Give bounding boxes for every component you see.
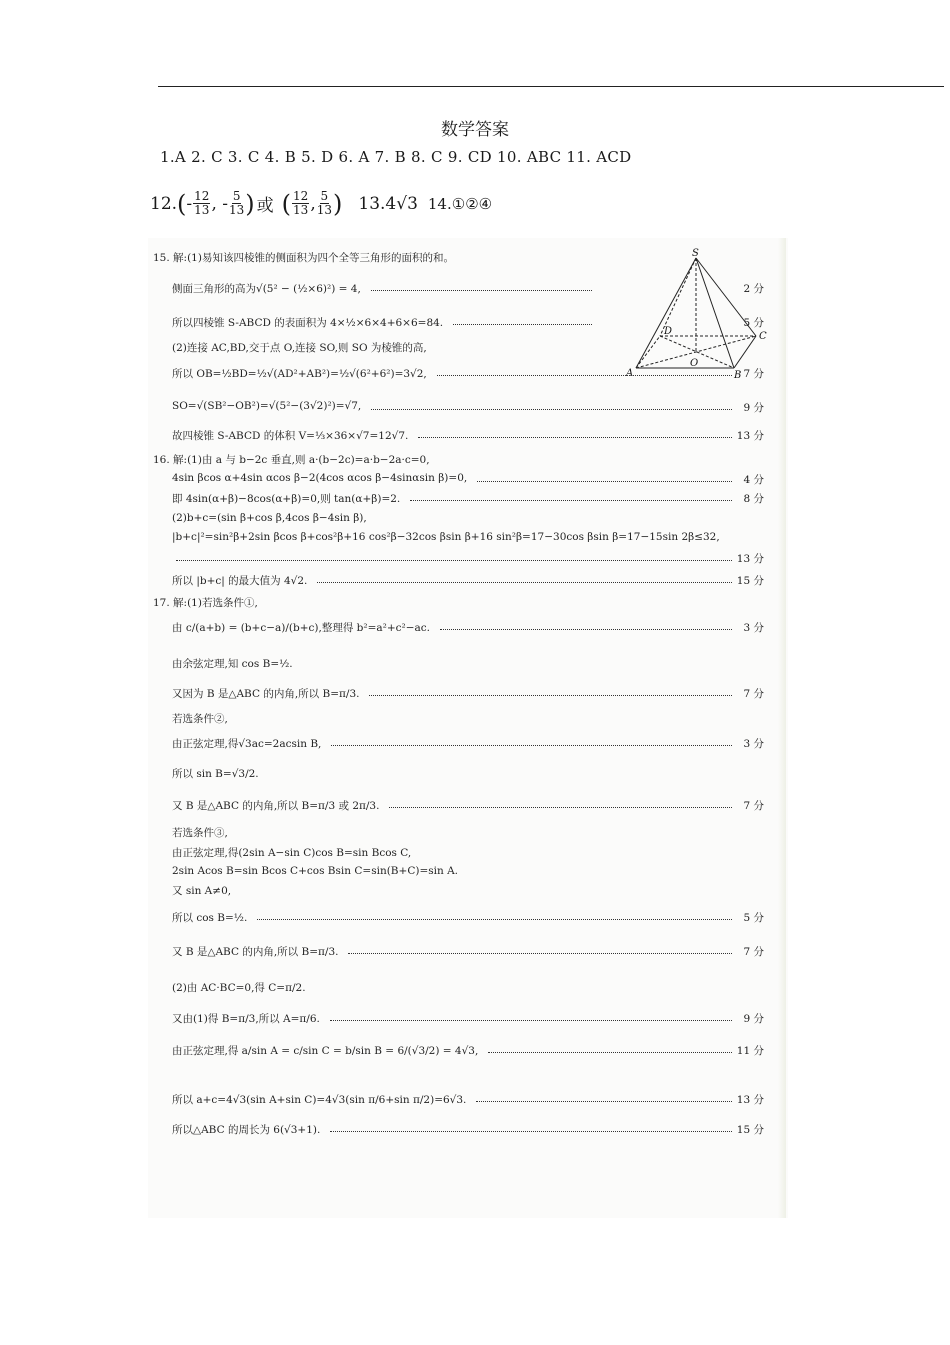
pyramid-figure	[626, 246, 774, 382]
top-rule	[158, 86, 944, 87]
solution-line: 由余弦定理,知 cos B=½.	[172, 658, 293, 670]
label-b: B	[734, 370, 742, 381]
solution-line: 所以四棱锥 S-ABCD 的表面积为 4×½×6×4+6×6=84.	[172, 317, 444, 329]
q14-answer: 14.①②④	[427, 194, 493, 213]
solution-line: 所以 |b+c| 的最大值为 4√2.	[172, 575, 308, 587]
score-label: 5 分	[743, 912, 764, 924]
leader-dots	[410, 499, 732, 501]
label-d: D	[664, 326, 673, 337]
solution-line: 又因为 B 是△ABC 的内角,所以 B=π/3.	[172, 688, 360, 700]
solution-line: 所以 a+c=4√3(sin A+sin C)=4√3(sin π/6+sin π/2)=6√3.	[172, 1094, 467, 1106]
fill-blank-answers: 12. ( - $\frac{12}{13}$ , - $\frac{5}{13}$ ) 或 ( $\frac{12}{13}$ , $\frac{5}{13}$ ) 13.4√3 14.①②④	[150, 189, 493, 218]
multiple-choice-answers: 1.A 2. C 3. C 4. B 5. D 6. A 7. B 8. C 9. CD 10. ABC 11. ACD	[160, 148, 632, 166]
leader-dots	[331, 744, 732, 746]
score-label: 4 分	[743, 474, 764, 486]
solution-line: 由正弦定理,得√3ac=2acsin B,	[172, 738, 322, 750]
fraction: $\frac{5}{13}$	[229, 189, 245, 217]
solution-line: 即 4sin(α+β)−8cos(α+β)=0,则 tan(α+β)=2.	[172, 493, 401, 505]
leader-dots	[257, 918, 732, 920]
leader-dots	[176, 559, 732, 561]
q13-answer: 13.4√3	[358, 193, 418, 214]
solution-line: 故四棱锥 S-ABCD 的体积 V=⅓×36×√7=12√7.	[172, 430, 409, 442]
solution-line: 又由(1)得 B=π/3,所以 A=π/6.	[172, 1013, 320, 1025]
label-a: A	[626, 368, 634, 379]
score-label: 7 分	[743, 800, 764, 812]
leader-dots	[437, 374, 732, 376]
solution-line: 所以 OB=½BD=½√(AD²+AB²)=½√(6²+6²)=3√2,	[172, 368, 427, 380]
fraction: $\frac{12}{13}$	[293, 189, 309, 217]
fraction: $\frac{12}{13}$	[194, 189, 210, 217]
leader-dots	[440, 628, 732, 630]
solution-line: (2)b+c=(sin β+cos β,4cos β−4sin β),	[172, 512, 367, 524]
score-label: 3 分	[743, 622, 764, 634]
label-s: S	[692, 248, 699, 259]
leader-dots	[371, 408, 732, 410]
solution-line: (2)连接 AC,BD,交于点 O,连接 SO,则 SO 为棱锥的高,	[172, 342, 427, 354]
score-label: 2 分	[743, 283, 764, 295]
solution-line: 2sin Acos B=sin Bcos C+cos Bsin C=sin(B+C)=sin A.	[172, 865, 459, 877]
score-label: 13 分	[736, 1094, 764, 1106]
leader-dots	[389, 806, 732, 808]
solution-line: 又 B 是△ABC 的内角,所以 B=π/3 或 2π/3.	[172, 800, 380, 812]
leader-dots	[317, 581, 732, 583]
solution-line: 17. 解:(1)若选条件①,	[153, 597, 258, 609]
leader-dots	[369, 694, 732, 696]
leader-dots	[330, 1130, 732, 1132]
label-c: C	[759, 331, 767, 342]
score-label: 13 分	[736, 430, 764, 442]
or-word: 或	[256, 196, 274, 216]
solution-line: 15. 解:(1)易知该四棱锥的侧面积为四个全等三角形的面积的和。	[153, 252, 454, 264]
solution-line: (2)由 AC·BC=0,得 C=π/2.	[172, 982, 306, 994]
score-label: 13 分	[736, 553, 764, 565]
solution-line: 若选条件②,	[172, 713, 228, 725]
leader-dots	[348, 952, 732, 954]
leader-dots	[476, 1100, 732, 1102]
solution-line: 由 c/(a+b) = (b+c−a)/(b+c),整理得 b²=a²+c²−ac.	[172, 622, 431, 634]
scanned-solution-area	[148, 238, 788, 1218]
leader-dots	[488, 1051, 732, 1053]
score-label: 11 分	[736, 1045, 764, 1057]
solution-line: 所以 cos B=½.	[172, 912, 248, 924]
leader-dots	[418, 436, 732, 438]
label-o: O	[690, 358, 699, 369]
page-title: 数学答案	[441, 120, 509, 140]
score-label: 9 分	[743, 402, 764, 414]
score-label: 7 分	[743, 368, 764, 380]
solution-line: 16. 解:(1)由 a 与 b−2c 垂直,则 a·(b−2c)=a·b−2a·c=0,	[153, 454, 430, 466]
solution-line: 所以△ABC 的周长为 6(√3+1).	[172, 1124, 321, 1136]
score-label: 3 分	[743, 738, 764, 750]
score-label: 7 分	[743, 946, 764, 958]
score-label: 15 分	[736, 575, 764, 587]
score-label: 9 分	[743, 1013, 764, 1025]
score-label: 8 分	[743, 493, 764, 505]
scan-edge	[778, 238, 786, 1218]
solution-line: |b+c|²=sin²β+2sin βcos β+cos²β+16 cos²β−32cos βsin β+16 sin²β=17−30cos βsin β=17−15sin 2β≤32,	[172, 531, 720, 543]
score-label: 7 分	[743, 688, 764, 700]
leader-dots	[477, 480, 732, 482]
solution-line: 所以 sin B=√3/2.	[172, 768, 259, 780]
solution-line: 侧面三角形的高为√(5² − (½×6)²) = 4,	[172, 283, 361, 295]
solution-line: 又 sin A≠0,	[172, 885, 232, 897]
score-label: 5 分	[743, 317, 764, 329]
score-label: 15 分	[736, 1124, 764, 1136]
leader-dots	[453, 323, 592, 325]
q12-label: 12.	[150, 193, 178, 214]
solution-line: 若选条件③,	[172, 827, 228, 839]
leader-dots	[371, 289, 592, 291]
solution-line: 又 B 是△ABC 的内角,所以 B=π/3.	[172, 946, 339, 958]
solution-line: 由正弦定理,得 a/sin A = c/sin C = b/sin B = 6/(√3/2) = 4√3,	[172, 1045, 479, 1057]
leader-dots	[330, 1019, 732, 1021]
fraction: $\frac{5}{13}$	[316, 189, 333, 217]
solution-line: SO=√(SB²−OB²)=√(5²−(3√2)²)=√7,	[172, 400, 362, 412]
solution-line: 由正弦定理,得(2sin A−sin C)cos B=sin Bcos C,	[172, 847, 412, 859]
solution-line: 4sin βcos α+4sin αcos β−2(4cos αcos β−4sinαsin β)=0,	[172, 472, 468, 484]
